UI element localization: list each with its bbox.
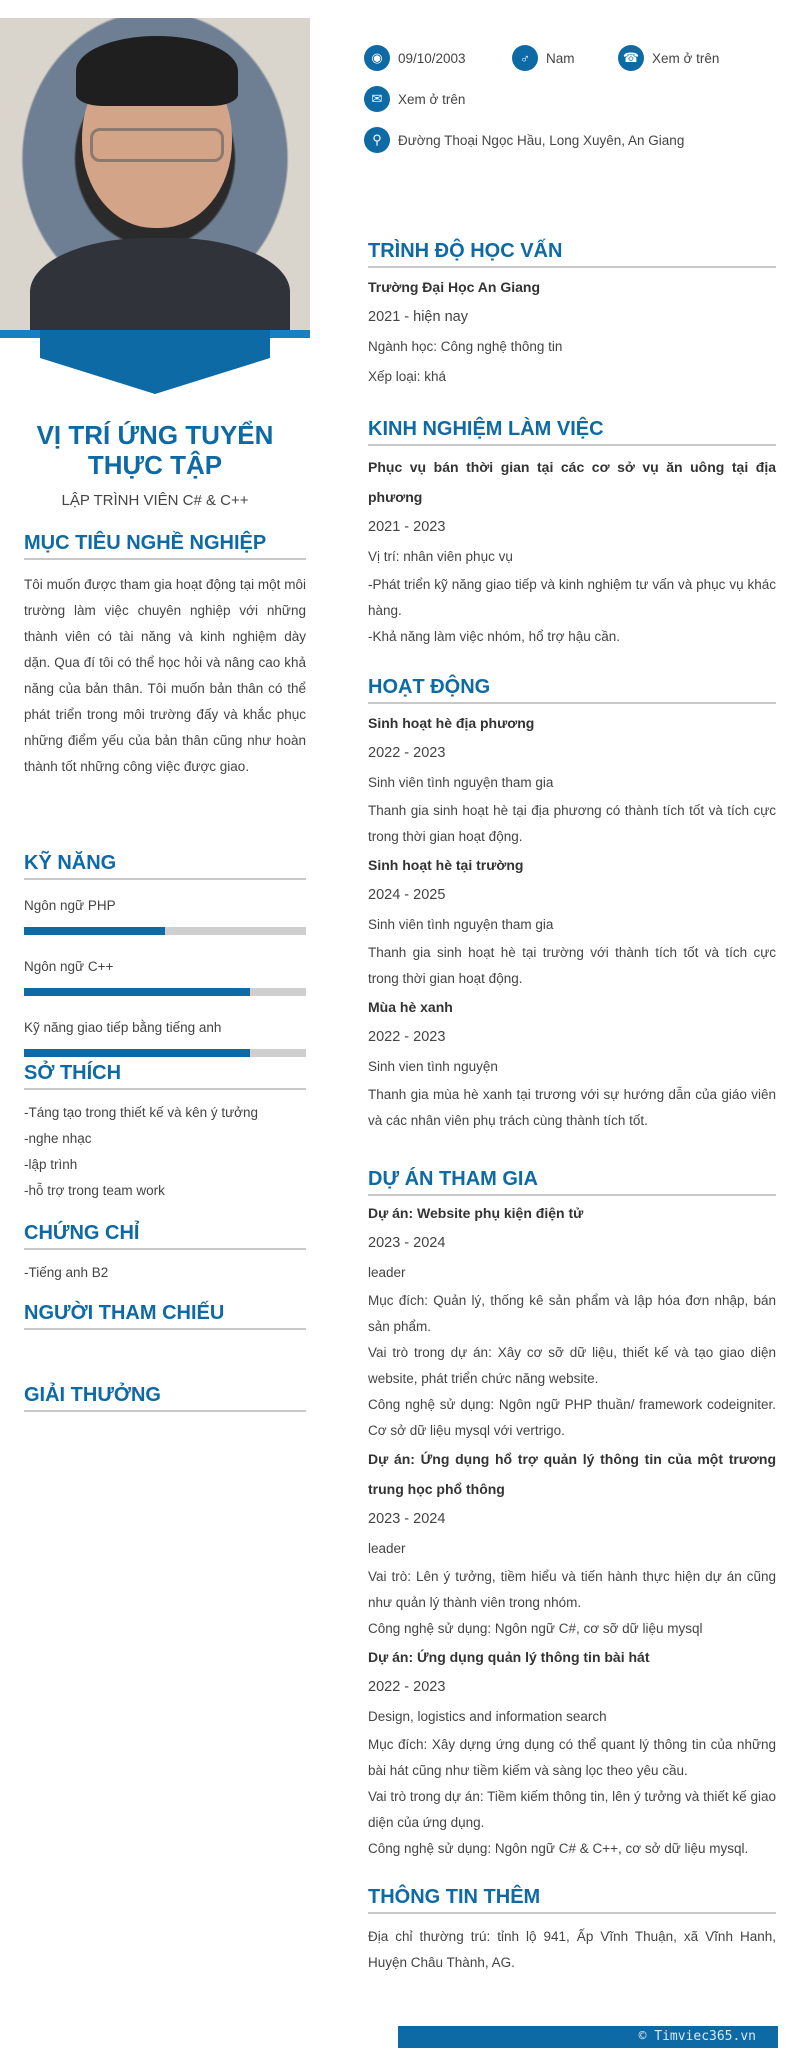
extra-info-text: Địa chỉ thường trú: tỉnh lộ 941, Ấp Vĩnh Thuận, xã Vĩnh Hanh, Huyện Châu Thành, AG. [368, 1929, 776, 1970]
profile-photo [0, 18, 310, 330]
awards-title: GIẢI THƯỞNG [24, 1384, 306, 1412]
project-desc: Vai trò: Lên ý tưởng, tiềm hiểu và tiến hành thực hiện dự án cũng như quản lý thành viên trong nhóm. [368, 1569, 776, 1610]
skill-item [24, 1020, 306, 1057]
project-name: Dự án: Website phụ kiện điện tử [368, 1205, 584, 1221]
skill-label: Ngôn ngữ C++ [24, 959, 114, 974]
skill-bar-fill [24, 988, 250, 996]
certificate-item: -Tiếng anh B2 [24, 1265, 109, 1280]
contact-email [364, 86, 465, 112]
education-major: Ngành học: Công nghệ thông tin [368, 339, 563, 354]
references-title: NGƯỜI THAM CHIẾU [24, 1302, 306, 1330]
photo-chevron-banner [0, 330, 310, 394]
activity-desc: Thanh gia sinh hoạt hè tại trường với thành tích tốt và tích cực trong thời gian hoạt động. [368, 945, 776, 986]
profile-heading [24, 420, 286, 509]
skill-bar [24, 988, 306, 996]
skills-title: KỸ NĂNG [24, 852, 306, 880]
gender-value: Nam [546, 50, 575, 66]
extra-info-title: THÔNG TIN THÊM [368, 1886, 776, 1914]
references-section [24, 1302, 306, 1330]
hobby-item: -nghe nhạc [24, 1131, 92, 1146]
skill-item [24, 959, 306, 996]
project-date: 2022 - 2023 [368, 1679, 446, 1695]
awards-section [24, 1384, 306, 1412]
position-title: VỊ TRÍ ỨNG TUYỂN THỰC TẬP [36, 420, 274, 480]
education-date: 2021 - hiện nay [368, 309, 468, 325]
phone-value: Xem ở trên [652, 50, 720, 66]
phone-icon: ☎ [618, 45, 644, 71]
address-value: Đường Thoại Ngọc Hầu, Long Xuyên, An Giang [398, 132, 685, 148]
project-desc: Công nghệ sử dụng: Ngôn ngữ C#, cơ sỡ dữ liệu mysql [368, 1621, 703, 1636]
job-desc: -Phát triển kỹ năng giao tiếp và kinh nghiệm tư vấn và phục vụ khác hàng. [368, 577, 776, 618]
projects-title: DỰ ÁN THAM GIA [368, 1168, 776, 1196]
project-date: 2023 - 2024 [368, 1235, 446, 1251]
hobby-item: -Táng tạo trong thiết kế và kên ý tưởng [24, 1105, 259, 1120]
skill-bar [24, 927, 306, 935]
job-title: Phục vụ bán thời gian tại các cơ sở vụ ăn uông tại địa phương [368, 459, 776, 505]
projects-section [368, 1168, 776, 1862]
job-date: 2021 - 2023 [368, 519, 446, 535]
dob-value: 09/10/2003 [398, 50, 466, 66]
education-title: TRÌNH ĐỘ HỌC VẤN [368, 240, 776, 268]
project-desc: Mục đích: Quản lý, thống kê sản phẩm và lập hóa đơn nhập, bán sản phẩm. [368, 1293, 776, 1334]
hobby-item: -lập trình [24, 1157, 78, 1172]
education-rank: Xếp loại: khá [368, 369, 447, 384]
activity-name: Mùa hè xanh [368, 999, 453, 1015]
skill-bar [24, 1049, 306, 1057]
skill-bar-fill [24, 1049, 250, 1057]
activity-role: Sinh viên tình nguyện tham gia [368, 775, 554, 790]
skill-label: Kỹ năng giao tiếp bằng tiếng anh [24, 1020, 222, 1035]
activity-date: 2022 - 2023 [368, 745, 446, 761]
skills-section [24, 852, 306, 1057]
project-desc: Mục đích: Xây dựng ứng dụng có thể quant lý thông tin của những bài hát cũng như tiềm kiếm và sàng lọc theo yêu cầu. [368, 1737, 776, 1778]
activities-section [368, 676, 776, 1134]
skill-item [24, 898, 306, 935]
gender-icon: ♂ [512, 45, 538, 71]
job-desc: -Khả năng làm việc nhóm, hổ trợ hậu cần. [368, 629, 620, 644]
activity-date: 2024 - 2025 [368, 887, 446, 903]
education-section [368, 240, 776, 392]
activity-role: Sinh vien tình nguyện [368, 1059, 498, 1074]
job-role: Vị trí: nhân viên phục vụ [368, 549, 513, 564]
project-role: leader [368, 1265, 406, 1280]
project-desc: Vai trò trong dự án: Xây cơ sỡ dữ liệu, thiết kế và tạo giao diện website, phát triển chức năng website. [368, 1345, 776, 1386]
skill-bar-fill [24, 927, 165, 935]
skill-label: Ngôn ngữ PHP [24, 898, 116, 913]
project-desc: Vai trò trong dự án: Tiềm kiếm thông tin, lên ý tưởng và thiết kế giao diện của ứng dụng. [368, 1789, 776, 1830]
project-date: 2023 - 2024 [368, 1511, 446, 1527]
objective-title: MỤC TIÊU NGHỀ NGHIỆP [24, 532, 306, 560]
project-name: Dự án: Ứng dụng hổ trợ quản lý thông tin của một trương trung học phổ thông [368, 1451, 776, 1497]
project-name: Dự án: Ứng dụng quản lý thông tin bài hát [368, 1649, 650, 1665]
activity-name: Sinh hoạt hè địa phương [368, 715, 535, 731]
activity-desc: Thanh gia mùa hè xanh tại trương với sự hướng dẫn của giáo viên và các nhân viên phụ trách cùng thành tích tốt. [368, 1087, 776, 1128]
project-desc: Công nghệ sử dụng: Ngôn ngữ PHP thuần/ framework codeigniter. Cơ sở dữ liệu mysql với vertrigo. [368, 1397, 776, 1438]
position-subtitle: LẬP TRÌNH VIÊN C# & C++ [61, 492, 249, 509]
hobby-item: -hỗ trợ trong team work [24, 1183, 165, 1198]
location-pin-icon: ⚲ [364, 127, 390, 153]
contact-gender [512, 45, 575, 71]
project-desc: Công nghệ sử dụng: Ngôn ngữ C# & C++, cơ sở dữ liệu mysql. [368, 1841, 749, 1856]
hobbies-section [24, 1062, 306, 1204]
school-name: Trường Đại Học An Giang [368, 279, 541, 295]
footer-brand: © Timviec365.vn [638, 2029, 756, 2044]
contact-dob [364, 45, 466, 71]
hobbies-title: SỞ THÍCH [24, 1062, 306, 1090]
project-role: leader [368, 1541, 406, 1556]
email-value: Xem ở trên [398, 91, 466, 107]
contact-phone [618, 45, 719, 71]
footer-brand-bar [398, 2026, 778, 2048]
certificates-section [24, 1222, 306, 1286]
email-icon: ✉ [364, 86, 390, 112]
activity-name: Sinh hoạt hè tại trường [368, 857, 524, 873]
contact-address [364, 127, 684, 153]
certificates-title: CHỨNG CHỈ [24, 1222, 306, 1250]
experience-section [368, 418, 776, 650]
extra-info-section [368, 1886, 776, 1976]
activities-title: HOẠT ĐỘNG [368, 676, 776, 704]
objective-section [24, 532, 306, 780]
project-role: Design, logistics and information search [368, 1709, 607, 1724]
birthday-cake-icon: ◉ [364, 45, 390, 71]
activity-role: Sinh viên tình nguyện tham gia [368, 917, 554, 932]
activity-desc: Thanh gia sinh hoạt hè tại địa phương có thành tích tốt và tích cực trong thời gian hoạt động. [368, 803, 776, 844]
objective-text: Tôi muốn được tham gia hoạt động tại một môi trường làm việc chuyên nghiệp với những thành viên có tài năng và kinh nghiệm dày dặn. Qua đí tôi có thể học hỏi và nâng cao khả năng của bản thân. Tôi muốn bản thân có thể phát triển trong môi trường đấy và khắc phục những điểm yếu của bản thân cũng như hoàn thành tốt những công việc được giao. [24, 577, 306, 774]
experience-title: KINH NGHIỆM LÀM VIỆC [368, 418, 776, 446]
activity-date: 2022 - 2023 [368, 1029, 446, 1045]
